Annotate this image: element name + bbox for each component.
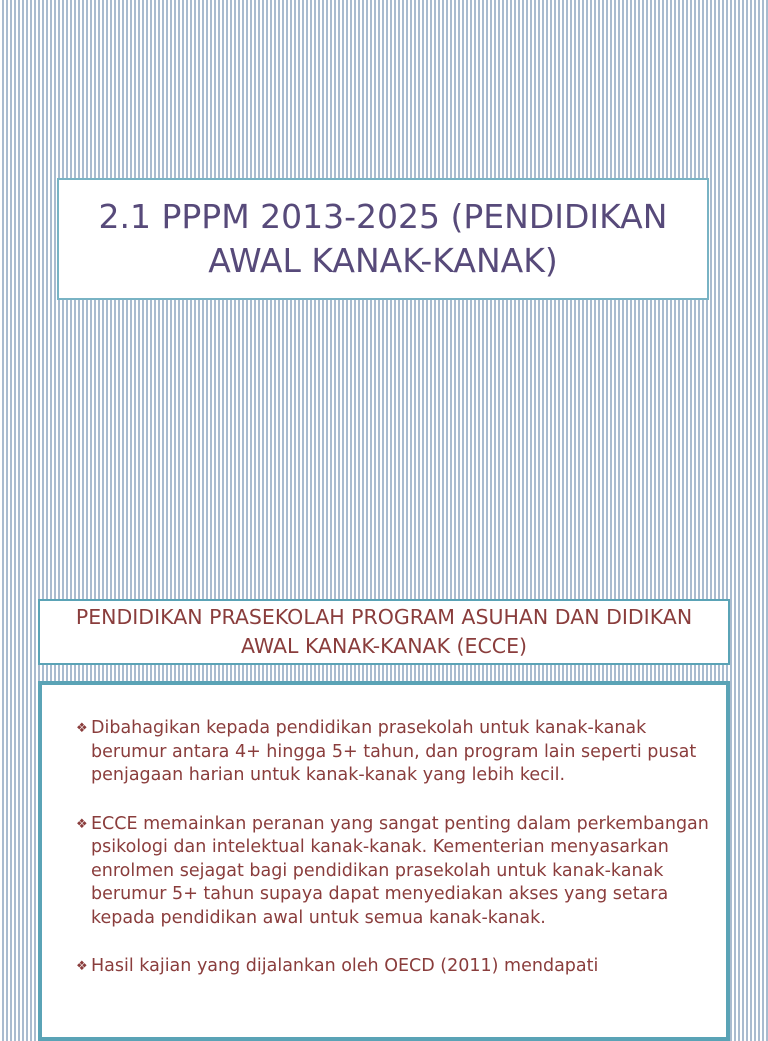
- bullet-item: [76, 955, 716, 979]
- slide-ecce: [0, 590, 768, 1024]
- bullet-item: [76, 717, 716, 788]
- diamond-bullet-icon: ❖: [76, 959, 88, 974]
- diamond-bullet-icon: ❖: [76, 721, 88, 736]
- content-box: [38, 681, 730, 1041]
- bullet-item: [76, 813, 716, 931]
- heading-box: [38, 599, 730, 665]
- slide-heading-text: PENDIDIKAN PRASEKOLAH PROGRAM ASUHAN DAN DIDIKAN AWAL KANAK-KANAK (ECCE): [75, 605, 693, 658]
- bullet-text: ECCE memainkan peranan yang sangat penting dalam perkembangan psikologi dan intelektual kanak-kanak. Kementerian menyasarkan enrolmen sejagat bagi pendidikan prasekolah untuk kanak-kanak berumur 5+ tahun supaya dapat menyediakan akses yang setara kepada pendidikan awal untuk semua kanak-kanak.: [91, 813, 709, 928]
- bullet-text: Hasil kajian yang dijalankan oleh OECD (2011) mendapati: [91, 956, 599, 976]
- slide-title-text: 2.1 PPPM 2013-2025 (PENDIDIKAN AWAL KANAK-KANAK): [98, 197, 668, 280]
- bullet-text: Dibahagikan kepada pendidikan prasekolah untuk kanak-kanak berumur antara 4+ hingga 5+ tahun, dan program lain seperti pusat penjagaan harian untuk kanak-kanak yang lebih kecil.: [91, 718, 697, 785]
- title-box: [57, 178, 709, 300]
- diamond-bullet-icon: ❖: [76, 816, 88, 832]
